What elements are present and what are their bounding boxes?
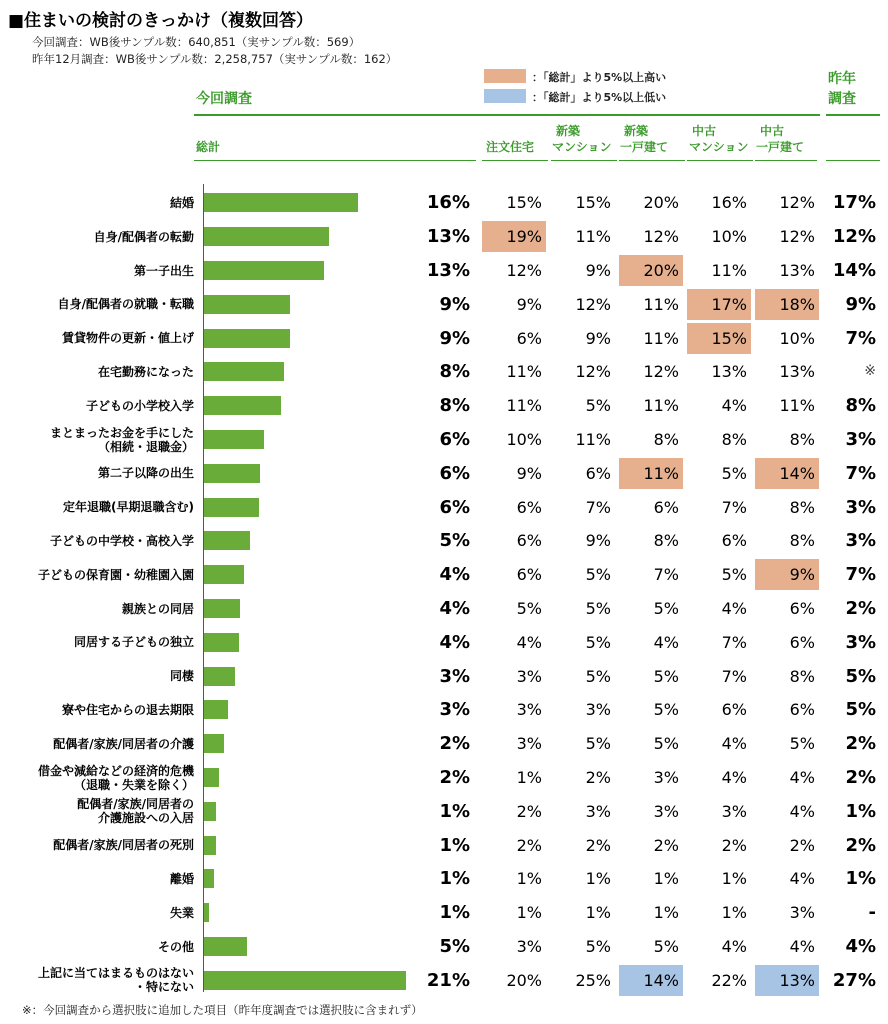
bar <box>204 498 259 517</box>
total-value: 5% <box>439 936 470 957</box>
bar <box>204 836 216 855</box>
type-value: 9% <box>585 531 611 551</box>
row-label <box>170 906 194 920</box>
total-value: 6% <box>439 462 470 484</box>
row-label <box>74 635 194 649</box>
type-value: 12% <box>575 362 611 382</box>
type-value: 6% <box>653 497 679 517</box>
prev-value: 3% <box>845 631 876 653</box>
bar <box>204 565 244 584</box>
prev-value: 4% <box>845 936 876 957</box>
row-label-line: （退職・失業を除く） <box>73 777 194 792</box>
total-value: 5% <box>439 530 470 552</box>
row-label <box>98 466 194 480</box>
bar <box>204 295 290 314</box>
prev-value: 2% <box>845 598 876 619</box>
total-value: 2% <box>439 767 470 788</box>
row-label-line: 子どもの中学校・高校入学 <box>49 533 194 548</box>
prev-value: 1% <box>845 800 876 822</box>
footnote: ※：今回調査から選択肢に追加した項目（昨年度調査では選択肢に含まれず） <box>22 1003 423 1017</box>
prev-value: 7% <box>845 462 876 484</box>
row-label <box>170 669 194 683</box>
type-value: 5% <box>653 937 679 956</box>
row-label-line: 借金や減給などの経済的危機 <box>37 763 194 778</box>
section-prev-line <box>826 114 880 116</box>
type-value: 6% <box>516 497 542 517</box>
prev-value: 7% <box>845 327 876 349</box>
row-label <box>53 737 194 751</box>
type-value: 5% <box>585 599 611 618</box>
prev-value: - <box>868 902 876 924</box>
col-used-mansion-header-2: マンション <box>689 140 749 154</box>
type-value: 9% <box>755 559 819 590</box>
type-value: 16% <box>711 193 747 213</box>
row-label <box>50 426 194 454</box>
prev-value: 5% <box>845 699 876 721</box>
bar <box>204 430 264 449</box>
bar <box>204 768 219 787</box>
row-label-line: 寮や住宅からの退去期限 <box>61 702 194 717</box>
row-label-line: 同居する子どもの独立 <box>73 635 194 650</box>
type-value: 7% <box>721 497 747 517</box>
prev-value: 2% <box>845 834 876 856</box>
prev-value: 14% <box>832 260 876 281</box>
type-value: 5% <box>721 463 747 483</box>
type-value: 12% <box>779 227 815 247</box>
bar <box>204 396 281 415</box>
type-value: 7% <box>721 666 747 686</box>
type-value: 5% <box>585 396 611 416</box>
type-value: 5% <box>585 734 611 754</box>
type-value: 4% <box>516 632 542 652</box>
type-value: 13% <box>779 261 815 280</box>
row-label <box>50 534 194 548</box>
type-value: 3% <box>721 801 747 821</box>
total-value: 16% <box>426 192 470 214</box>
sample-prev: 昨年12月調査：WB後サンプル数：2,258,757（実サンプル数：162） <box>32 52 398 66</box>
type-value: 6% <box>789 632 815 652</box>
type-value: 17% <box>687 289 751 320</box>
type-value: 3% <box>585 700 611 720</box>
type-value: 9% <box>585 328 611 348</box>
type-value: 6% <box>789 700 815 720</box>
type-value: 1% <box>585 903 611 923</box>
type-value: 3% <box>653 768 679 787</box>
bar <box>204 599 240 618</box>
type-value: 11% <box>575 430 611 449</box>
type-value: 5% <box>585 632 611 652</box>
type-value: 5% <box>585 666 611 686</box>
type-value: 9% <box>585 261 611 280</box>
row-label <box>158 940 194 954</box>
type-value: 12% <box>643 227 679 247</box>
total-value: 6% <box>439 496 470 518</box>
col-2-underline <box>551 160 617 161</box>
type-value: 20% <box>619 255 683 286</box>
type-value: 11% <box>643 396 679 416</box>
type-value: 3% <box>585 801 611 821</box>
type-value: 12% <box>643 362 679 382</box>
total-value: 13% <box>426 226 470 248</box>
row-label-line: その他 <box>157 939 194 954</box>
row-label-line: 介護施設への入居 <box>97 811 194 826</box>
total-value: 3% <box>439 699 470 721</box>
total-value: 1% <box>439 800 470 822</box>
type-value: 18% <box>755 289 819 320</box>
row-label <box>62 331 194 345</box>
type-value: 4% <box>653 632 679 652</box>
col-new-mansion-header-1: 新築 <box>556 124 581 138</box>
row-label <box>63 500 194 514</box>
type-value: 13% <box>755 965 819 996</box>
bar <box>204 193 358 212</box>
type-value: 12% <box>575 294 611 314</box>
type-value: 1% <box>516 768 542 787</box>
type-value: 8% <box>653 430 679 449</box>
section-prev-heading-1: 昨年 <box>828 71 856 87</box>
type-value: 11% <box>779 396 815 416</box>
type-value: 1% <box>653 903 679 923</box>
type-value: 5% <box>585 937 611 956</box>
row-label-line: 親族との同居 <box>121 601 194 616</box>
row-label <box>94 230 194 244</box>
row-label-line: 配偶者/家族/同居者の介護 <box>53 736 194 751</box>
row-label-line: 子どもの保育園・幼稚園入園 <box>37 567 194 582</box>
bar <box>204 667 235 686</box>
legend-low-swatch <box>484 89 526 103</box>
row-label-line: 第二子以降の出生 <box>97 466 194 481</box>
row-label-line: 離婚 <box>169 871 194 886</box>
prev-value: 3% <box>845 530 876 552</box>
row-label <box>122 602 194 616</box>
type-value: 11% <box>643 294 679 314</box>
row-label-line: 自身/配偶者の転勤 <box>93 229 194 244</box>
sample-current: 今回調査：WB後サンプル数：640,851（実サンプル数：569） <box>32 35 361 49</box>
col-prev-underline <box>826 160 880 161</box>
type-value: 3% <box>653 801 679 821</box>
total-value: 1% <box>439 902 470 924</box>
type-value: 11% <box>711 261 747 280</box>
type-value: 5% <box>585 565 611 585</box>
type-value: 12% <box>779 193 815 213</box>
type-value: 5% <box>789 734 815 754</box>
type-value: 3% <box>516 666 542 686</box>
type-value: 6% <box>585 463 611 483</box>
row-label-line: 賃貸物件の更新・値上げ <box>61 331 194 346</box>
total-value: 9% <box>439 327 470 349</box>
type-value: 5% <box>653 666 679 686</box>
col-total-underline <box>194 160 476 161</box>
row-label <box>38 568 194 582</box>
type-value: 6% <box>721 531 747 551</box>
section-current-line <box>194 114 820 116</box>
prev-value: 9% <box>845 293 876 315</box>
row-label-line: ・特にない <box>133 980 194 995</box>
type-value: 2% <box>653 835 679 855</box>
type-value: 19% <box>482 221 546 252</box>
col-custom-house-header: 注文住宅 <box>486 140 535 154</box>
type-value: 3% <box>516 734 542 754</box>
bar <box>204 802 216 821</box>
row-label-line: 同棲 <box>169 669 194 684</box>
type-value: 2% <box>516 835 542 855</box>
type-value: 20% <box>643 193 679 213</box>
type-value: 8% <box>653 531 679 551</box>
row-label-line: 配偶者/家族/同居者の <box>77 797 194 812</box>
type-value: 5% <box>653 599 679 618</box>
row-label-line: 結婚 <box>169 195 194 210</box>
bar <box>204 633 239 652</box>
type-value: 8% <box>789 497 815 517</box>
type-value: 2% <box>516 801 542 821</box>
type-value: 12% <box>506 261 542 280</box>
row-label <box>38 966 194 994</box>
type-value: 2% <box>585 768 611 787</box>
type-value: 1% <box>585 869 611 889</box>
col-used-house-header-2: 一戸建て <box>756 140 805 154</box>
col-5-underline <box>755 160 817 161</box>
bar <box>204 227 329 246</box>
bar <box>204 464 260 483</box>
bar <box>204 869 214 888</box>
type-value: 25% <box>575 970 611 990</box>
total-value: 8% <box>439 361 470 383</box>
type-value: 1% <box>721 903 747 923</box>
type-value: 15% <box>687 323 751 354</box>
col-1-underline <box>482 160 548 161</box>
type-value: 3% <box>516 937 542 956</box>
type-value: 15% <box>506 193 542 213</box>
total-value: 9% <box>439 293 470 315</box>
type-value: 6% <box>516 328 542 348</box>
col-used-mansion-header-1: 中古 <box>692 124 717 138</box>
type-value: 4% <box>721 734 747 754</box>
col-4-underline <box>687 160 753 161</box>
bar <box>204 971 406 990</box>
type-value: 10% <box>506 430 542 449</box>
type-value: 10% <box>779 328 815 348</box>
prev-value: 3% <box>845 496 876 518</box>
row-label-line: 自身/配偶者の就職・転職 <box>57 297 194 312</box>
type-value: 13% <box>779 362 815 382</box>
section-current-heading: 今回調査 <box>196 91 252 107</box>
type-value: 6% <box>516 531 542 551</box>
bar <box>204 261 324 280</box>
row-label-line: 定年退職(早期退職含む) <box>63 500 194 515</box>
row-label-line: 第一子出生 <box>133 263 194 278</box>
chart-title: ■住まいの検討のきっかけ（複数回答） <box>8 11 314 31</box>
row-label <box>77 797 194 825</box>
type-value: 7% <box>721 632 747 652</box>
total-value: 13% <box>426 260 470 281</box>
total-value: 3% <box>439 665 470 687</box>
col-used-house-header-1: 中古 <box>760 124 785 138</box>
col-new-mansion-header-2: マンション <box>552 140 612 154</box>
type-value: 7% <box>585 497 611 517</box>
prev-value: 8% <box>845 395 876 417</box>
type-value: 5% <box>653 700 679 720</box>
total-value: 4% <box>439 598 470 619</box>
prev-value: 2% <box>845 767 876 788</box>
type-value: 11% <box>506 396 542 416</box>
type-value: 1% <box>516 903 542 923</box>
bar <box>204 734 224 753</box>
type-value: 15% <box>575 193 611 213</box>
prev-value: 5% <box>845 665 876 687</box>
type-value: 4% <box>789 768 815 787</box>
col-new-house-header-2: 一戸建て <box>620 140 669 154</box>
bar <box>204 329 290 348</box>
type-value: 5% <box>653 734 679 754</box>
type-value: 13% <box>711 362 747 382</box>
type-value: 11% <box>575 227 611 247</box>
prev-value: 7% <box>845 564 876 586</box>
section-prev-heading-2: 調査 <box>828 91 856 107</box>
row-label <box>134 264 194 278</box>
prev-value: 27% <box>832 969 876 991</box>
row-label <box>170 872 194 886</box>
type-value: 8% <box>721 430 747 449</box>
row-label <box>62 703 194 717</box>
type-value: 1% <box>516 869 542 889</box>
type-value: 4% <box>721 396 747 416</box>
type-value: 8% <box>789 531 815 551</box>
bar <box>204 937 247 956</box>
type-value: 4% <box>721 768 747 787</box>
prev-value: 1% <box>845 868 876 890</box>
type-value: 4% <box>721 937 747 956</box>
row-label <box>98 365 194 379</box>
type-value: 4% <box>789 937 815 956</box>
row-label-line: 在宅勤務になった <box>97 364 194 379</box>
row-label-line: 上記に当てはまるものはない <box>37 966 194 981</box>
type-value: 14% <box>619 965 683 996</box>
type-value: 2% <box>789 835 815 855</box>
col-total-header: 総計 <box>196 140 221 154</box>
type-value: 10% <box>711 227 747 247</box>
prev-value: ※ <box>864 363 876 380</box>
type-value: 6% <box>516 565 542 585</box>
type-value: 11% <box>506 362 542 382</box>
type-value: 6% <box>789 599 815 618</box>
row-label-line: （相続・退職金） <box>97 439 194 454</box>
row-label-line: 失業 <box>169 905 194 920</box>
type-value: 20% <box>506 970 542 990</box>
type-value: 5% <box>516 599 542 618</box>
row-label <box>53 838 194 852</box>
legend-high-swatch <box>484 69 526 83</box>
prev-value: 2% <box>845 733 876 755</box>
type-value: 4% <box>789 869 815 889</box>
bar <box>204 362 284 381</box>
type-value: 11% <box>643 328 679 348</box>
total-value: 21% <box>426 969 470 991</box>
total-value: 4% <box>439 564 470 586</box>
type-value: 6% <box>721 700 747 720</box>
type-value: 4% <box>789 801 815 821</box>
prev-value: 3% <box>845 429 876 450</box>
row-label <box>58 297 194 311</box>
type-value: 8% <box>789 666 815 686</box>
bar <box>204 531 250 550</box>
row-label <box>86 399 194 413</box>
type-value: 9% <box>516 463 542 483</box>
total-value: 4% <box>439 631 470 653</box>
type-value: 2% <box>585 835 611 855</box>
row-label <box>38 764 194 792</box>
bar <box>204 700 228 719</box>
type-value: 22% <box>711 970 747 990</box>
row-label-line: 子どもの小学校入学 <box>85 398 194 413</box>
type-value: 9% <box>516 294 542 314</box>
type-value: 8% <box>789 430 815 449</box>
total-value: 1% <box>439 868 470 890</box>
type-value: 1% <box>721 869 747 889</box>
type-value: 1% <box>653 869 679 889</box>
total-value: 8% <box>439 395 470 417</box>
row-label-line: まとまったお金を手にした <box>49 425 194 440</box>
prev-value: 17% <box>832 192 876 214</box>
type-value: 3% <box>789 903 815 923</box>
legend-low-label: ：「総計」より5%以上低い <box>532 91 667 104</box>
col-3-underline <box>619 160 685 161</box>
type-value: 4% <box>721 599 747 618</box>
legend-high-label: ：「総計」より5%以上高い <box>532 71 667 84</box>
type-value: 3% <box>516 700 542 720</box>
row-label <box>170 196 194 210</box>
type-value: 5% <box>721 565 747 585</box>
total-value: 1% <box>439 834 470 856</box>
type-value: 11% <box>619 458 683 489</box>
total-value: 2% <box>439 733 470 755</box>
col-new-house-header-1: 新築 <box>624 124 649 138</box>
type-value: 7% <box>653 565 679 585</box>
prev-value: 12% <box>832 226 876 248</box>
row-label-line: 配偶者/家族/同居者の死別 <box>53 838 194 853</box>
bar <box>204 903 209 922</box>
type-value: 2% <box>721 835 747 855</box>
total-value: 6% <box>439 429 470 450</box>
type-value: 14% <box>755 458 819 489</box>
